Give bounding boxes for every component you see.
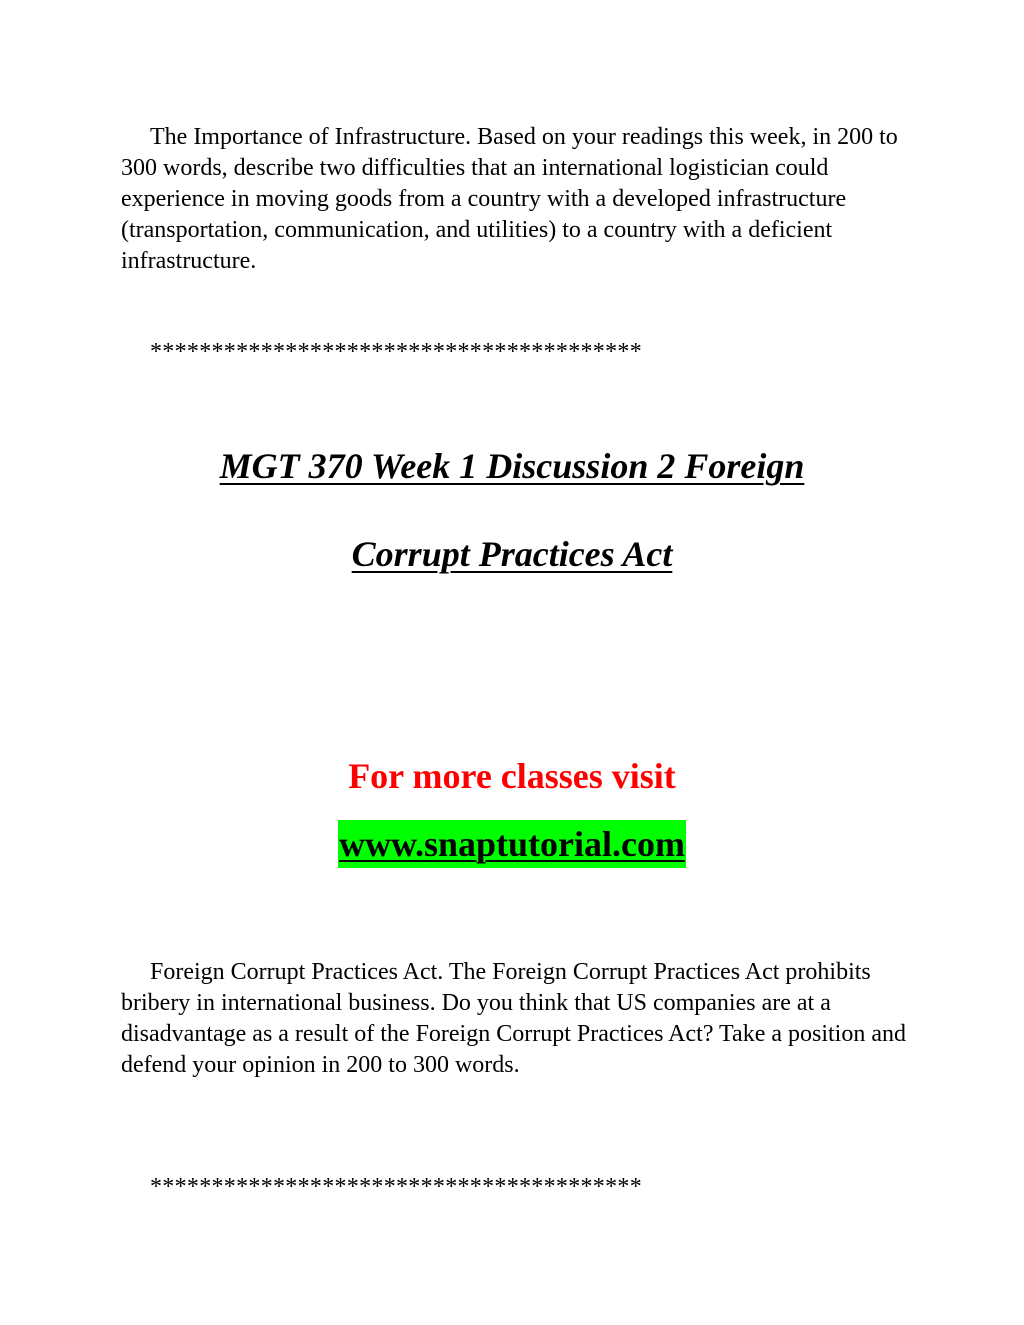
asterisk-divider-top: **************************************** <box>150 339 642 365</box>
body-paragraph: Foreign Corrupt Practices Act. The Foreign Corrupt Practices Act prohibits bribery in international business. Do you think that US companies are at a disadvantage as a result of the Foreign Corrupt Practices Act? Take a position and defend your opinion in 200 to 300 words. <box>121 959 906 1078</box>
page-title-line-2: Corrupt Practices Act <box>351 534 673 574</box>
website-link[interactable]: www.snaptutorial.com <box>338 820 686 868</box>
promo-link-container <box>0 820 1024 868</box>
intro-paragraph: The Importance of Infrastructure. Based on your readings this week, in 200 to 300 words, describe two difficulties that an international logistician could experience in moving goods from a country with a developed infrastructure (transportation, communication, and utilities) to a country with a deficient infrastructure. <box>121 124 898 274</box>
page-title-line-1: MGT 370 Week 1 Discussion 2 Foreign <box>219 446 805 486</box>
asterisk-divider-bottom: **************************************** <box>150 1174 642 1200</box>
promo-text: For more classes visit <box>348 756 676 796</box>
